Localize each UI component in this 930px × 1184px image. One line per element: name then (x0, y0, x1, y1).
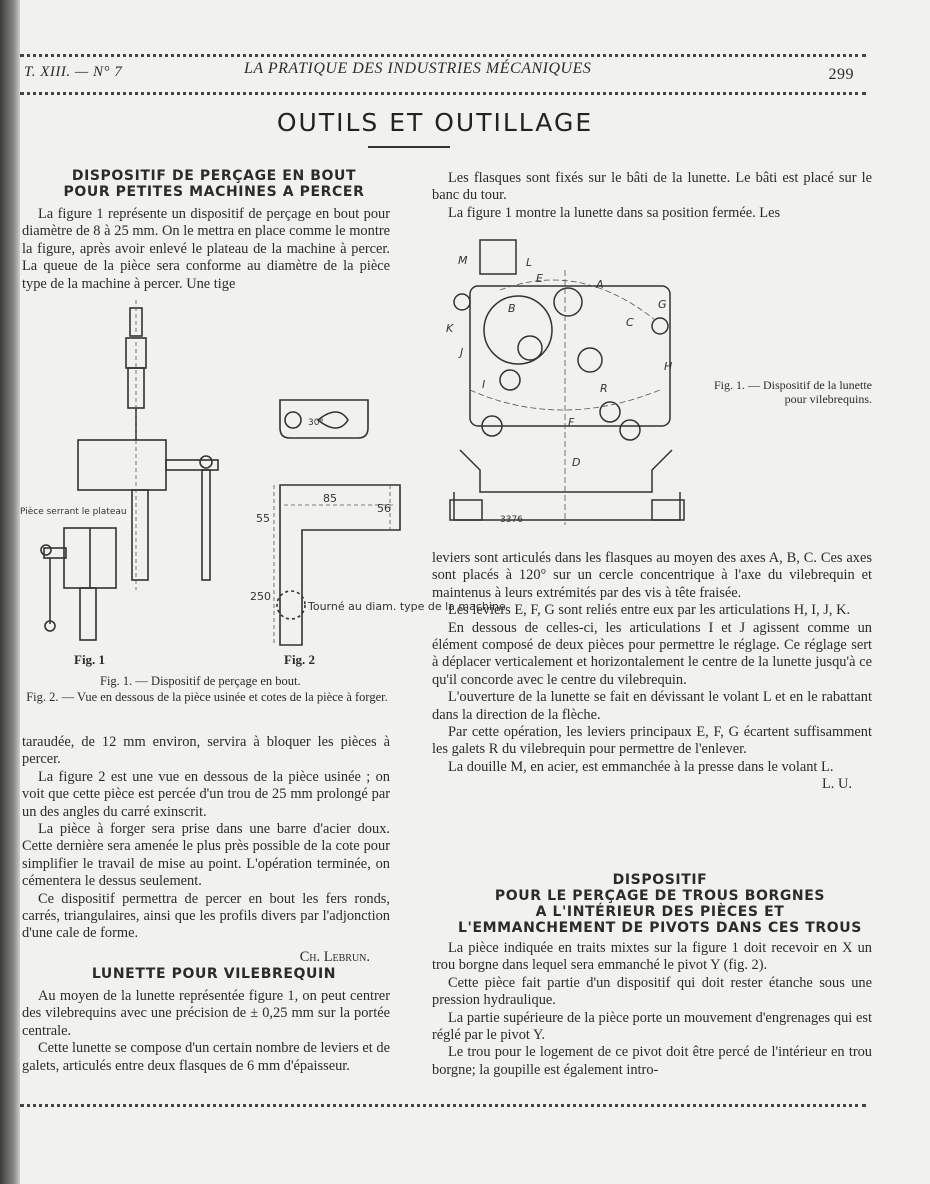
lunette-label-C: C (626, 316, 634, 329)
article2-paragraph: La figure 1 montre la lunette dans sa position fermée. Les (448, 204, 781, 221)
fig2-label: Fig. 2 (284, 652, 316, 667)
lunette-frame (470, 286, 673, 426)
article2-paragraph: L'ouverture de la lunette se fait en dévissant le volant L et en le rabattant dans la direction de la flèche. (432, 689, 872, 723)
page-binding (0, 0, 20, 1184)
article2-paragraph: Au moyen de la lunette représentée figure 1, on peut centrer des vilebrequins avec une précision de ± 0,25 mm sur la portée centrale. (22, 988, 390, 1039)
section-title: OUTILS ET OUTILLAGE (276, 108, 594, 137)
fig2-angle: 30° (308, 418, 324, 428)
journal-title: LA PRATIQUE DES INDUSTRIES MÉCANIQUES (244, 60, 592, 77)
running-header (24, 60, 854, 86)
article2-title: LUNETTE POUR VILEBREQUIN (91, 966, 337, 982)
fig1-spindle (132, 490, 148, 580)
article3 (432, 872, 872, 1079)
volume-number: T. XIII. — N° 7 (24, 64, 123, 80)
article2-start (22, 966, 390, 1075)
article3-paragraph: La pièce indiquée en traits mixtes sur la figure 1 doit recevoir en X un trou borgne dans lequel sera emmanché le pivot Y (fig. 2). (432, 940, 872, 974)
lunette-label-G: G (658, 298, 667, 311)
lunette-base (460, 450, 672, 492)
article3-title-line2: POUR LE PERÇAGE DE TROUS BORGNES (494, 888, 826, 904)
fig1-label: Fig. 1 (74, 652, 106, 667)
fig1-threaded-rod (166, 460, 218, 470)
article2-paragraph: Cette lunette se compose d'un certain nombre de leviers et de galets, articulés entre deux flasques de 6 mm d'épaisseur. (22, 1040, 390, 1074)
article1-caption1: Fig. 1. — Dispositif de perçage en bout. (100, 674, 301, 688)
article2-paragraph: En dessous de celles-ci, les articulations I et J agissent comme un élément composé de deux pièces pour permettre le réglage. Ce réglage sert à déplacer verticalement et horizontalement le centre de la lunette jusqu'à ce qu'il concorde avec le centre du vilebrequin. (432, 619, 872, 688)
lunette-caption: Fig. 1. — Dispositif de la lunette pour vilebrequins. (714, 378, 872, 406)
header-top-rule (20, 54, 866, 57)
article1-intro (22, 168, 390, 293)
article2-continued (432, 170, 872, 222)
lunette-label-K: K (446, 322, 454, 335)
fig1-vertical-rod (202, 470, 210, 580)
article1-paragraph: La pièce à forger sera prise dans une barre d'acier doux. Cette dernière sera amenée le plus près possible de la cote pour simplifier le travail de mise au point. L'opération terminée, on cémentera le dessus seulement. (22, 821, 390, 890)
figure1-figure2-drawing (18, 300, 506, 670)
article1-paragraph: taraudée, de 12 mm environ, servira à bloquer les pièces à percer. (22, 734, 390, 768)
footer-rule (20, 1104, 866, 1107)
fig2-plan-view (280, 400, 368, 438)
article1-caption2: Fig. 2. — Vue en dessous de la pièce usinée et cotes de la pièce à forger. (26, 690, 388, 704)
article3-paragraph: Le trou pour le logement de ce pivot doit être percé de l'intérieur en trou borgne; la goupille est également intro- (432, 1044, 872, 1078)
fig2-dimension-85: 85 (323, 492, 337, 505)
article1-paragraph: La figure 1 représente un dispositif de perçage en bout pour diamètre de 8 à 25 mm. On le mettra en place comme le montre la figure, après avoir enlevé le plateau de la machine à percer. La queue de la pièce sera conforme au diamètre de la pièce type de la machine à percer. Une tige (22, 206, 390, 292)
fig2-dimension-55: 55 (256, 512, 270, 525)
fig2-dimension-56: 56 (377, 502, 391, 515)
article1-paragraph: La figure 2 est une vue en dessous de la pièce usinée ; on voit que cette pièce est percée d'un trou de 25 mm prolongé par un des angles du carré exinscrit. (22, 768, 390, 820)
fig2-note: Tourné au diam. type de la machine (308, 600, 506, 613)
lunette-label-D: D (572, 456, 581, 469)
lunette-label-L: L (526, 256, 533, 269)
article3-title-line3: A L'INTÉRIEUR DES PIÈCES ET (535, 904, 785, 920)
title-underline (368, 146, 450, 148)
lunette-label-B: B (508, 302, 516, 315)
article2-details (432, 550, 872, 794)
article1-title-line2: POUR PETITES MACHINES A PERCER (63, 184, 365, 200)
fig1-annotation: Pièce serrant le plateau (20, 507, 127, 517)
lunette-figure (440, 230, 690, 535)
lunette-label-F: F (568, 416, 575, 429)
fig1-body (78, 440, 166, 490)
article2-paragraph: La douille M, en acier, est emmanchée à la presse dans le volant L. (448, 758, 834, 775)
article2-paragraph: Les leviers E, F, G sont reliés entre eux par les articulations H, I, J, K. (448, 602, 851, 619)
fig2-dimension-250: 250 (250, 590, 271, 603)
lunette-label-M: M (458, 254, 468, 267)
page-number: 299 (828, 66, 854, 83)
lunette-figure-number: 3376 (500, 515, 523, 525)
article3-paragraph: La partie supérieure de la pièce porte un mouvement d'engrenages qui est réglé par le pivot Y. (432, 1009, 872, 1044)
lunette-label-H: H (664, 360, 673, 373)
lunette-label-E: E (536, 272, 543, 285)
article3-paragraph: Cette pièce fait partie d'un dispositif qui doit rester étanche sous une pression hydraulique. (432, 974, 872, 1009)
lunette-handwheel (480, 240, 516, 274)
header-bottom-rule (20, 92, 866, 95)
article3-title-line4: L'EMMANCHEMENT DE PIVOTS DANS CES TROUS (458, 920, 862, 936)
article1-paragraph: Ce dispositif permettra de percer en bout les fers ronds, carrés, triangulaires, ainsi que les profils divers par l'adjonction d'une cale de forme. (22, 890, 390, 942)
article2-paragraph: Par cette opération, les leviers principaux E, F, G écartent suffisamment les galets R du vilebrequin pour permettre de l'enlever. (432, 724, 872, 758)
article2-paragraph: leviers sont articulés dans les flasques au moyen des axes A, B, C. Ces axes sont placés à 120° sur un cercle concentrique à l'axe du vilebrequin et maintenus à leurs extrémités par des vis à tête fraisée. (432, 550, 872, 601)
lunette-label-R: R (600, 382, 608, 395)
article3-title-line1: DISPOSITIF (612, 872, 708, 888)
lunette-label-I: I (482, 378, 486, 391)
lunette-center-circle (484, 296, 552, 364)
article2-paragraph: Les flasques sont fixés sur le bâti de la lunette. Le bâti est placé sur le banc du tour. (432, 170, 872, 204)
lunette-label-J: J (460, 346, 464, 359)
lunette-label-A: A (596, 278, 604, 291)
article1-title-line1: DISPOSITIF DE PERÇAGE EN BOUT (71, 168, 357, 184)
article1-continuation (22, 734, 390, 966)
article1-signature: Ch. Lebrun. (299, 948, 370, 965)
article2-signature: L. U. (822, 776, 852, 793)
